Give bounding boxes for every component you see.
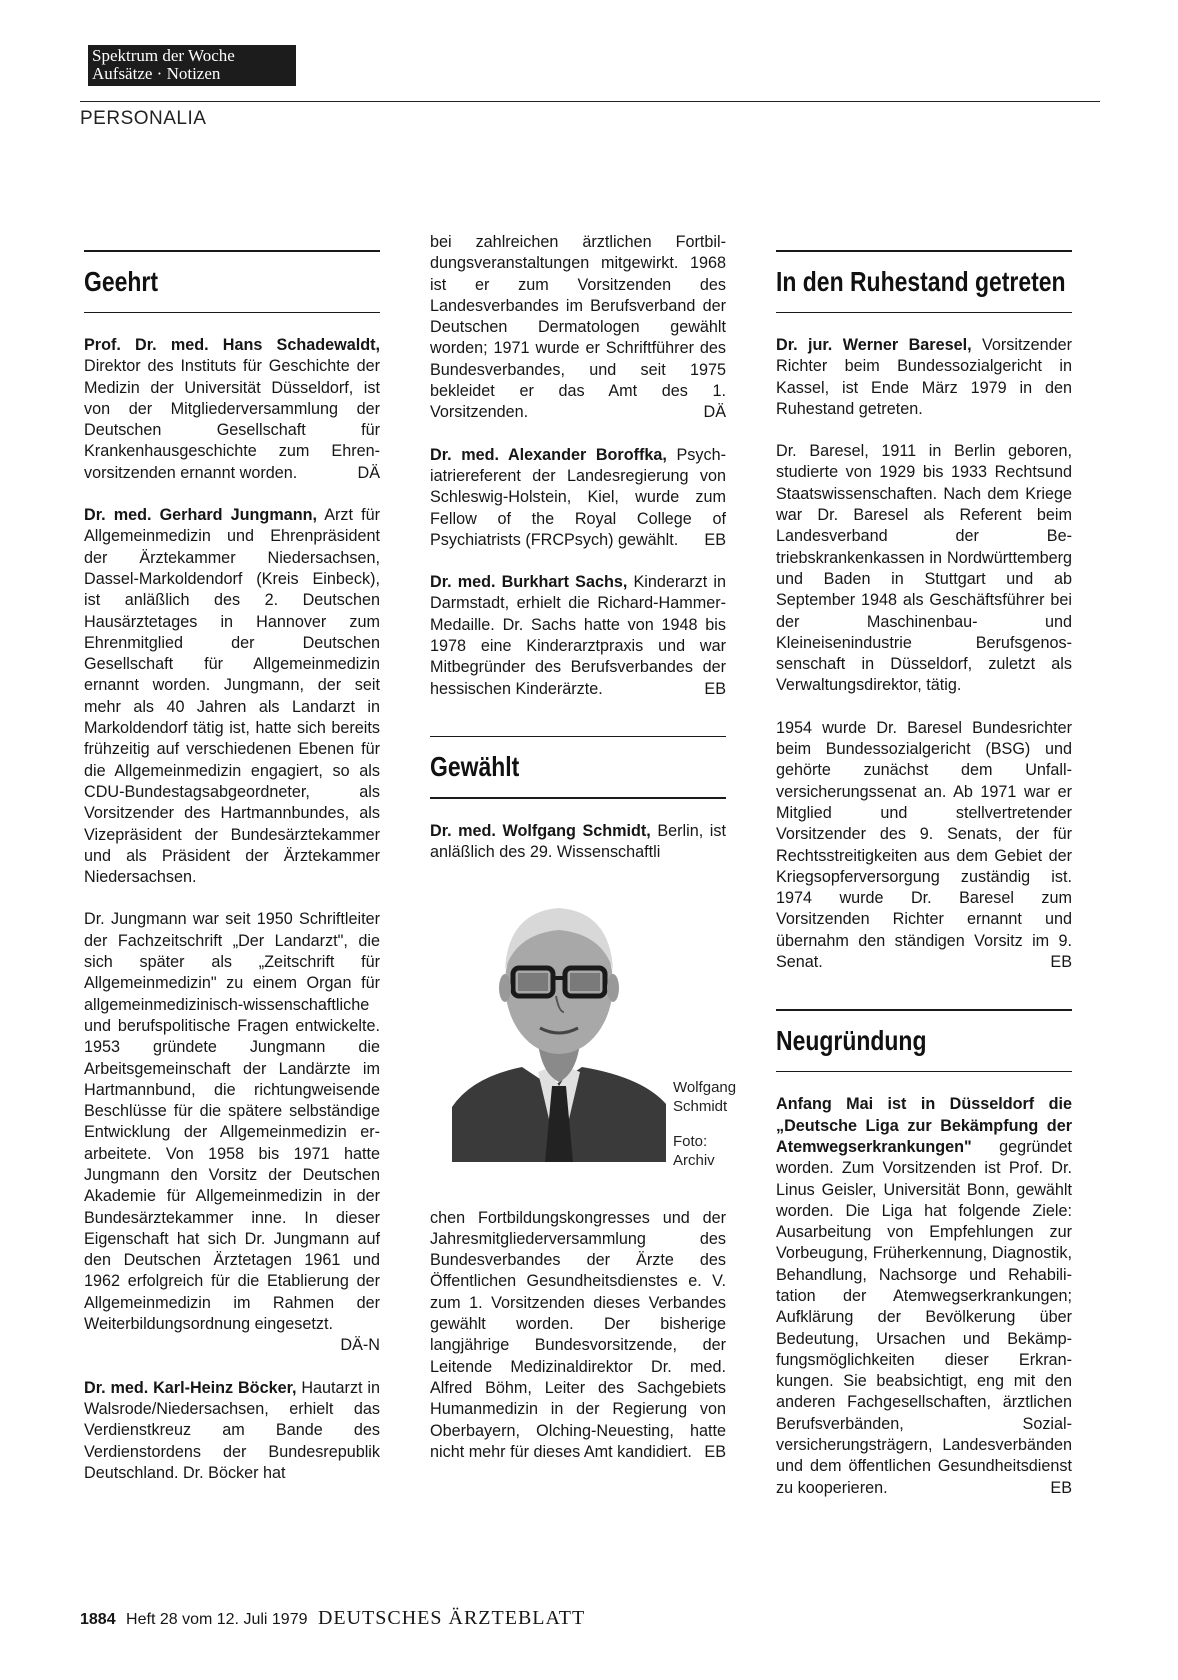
- entry-name: Dr. med. Karl-Heinz Böcker,: [84, 1378, 297, 1397]
- entry-name: Anfang Mai ist in Düsseldorf die „Deutsche Liga zur Bekämpfung der Atemwegserkrankungen": [776, 1095, 1072, 1156]
- entry-name: Prof. Dr. med. Hans Schadewaldt,: [84, 336, 380, 354]
- entry-signature: DÄ-N: [340, 1336, 380, 1355]
- journal-name: DEUTSCHES ÄRZTEBLATT: [317, 1607, 586, 1629]
- page-number: 1884: [80, 1611, 116, 1628]
- entry-text: Psychiatriereferent der Landesregierung von Schleswig-Holstein, Kiel, wurde zum Fellow of the Royal College of Psychiatrists (FRCPsych) gewählt.: [430, 445, 726, 549]
- entry-baresel-biography: [776, 441, 1072, 697]
- caption-name-line-2: Schmidt: [673, 1097, 728, 1115]
- entry-baresel-career: [776, 718, 1072, 974]
- masthead: [88, 45, 296, 86]
- entry-boecker-continued: [430, 232, 726, 424]
- entry-text: Hautarzt in Walsrode/Niedersachsen, erhielt das Verdienstkreuz am Bande des Verdienstordens der Bundesrepublik Deutschland. Dr. Böcker hat: [84, 1378, 380, 1482]
- entry-jungmann-continued: [84, 909, 380, 1356]
- entry-schadewaldt: [84, 335, 380, 484]
- entry-schmidt: [430, 821, 726, 864]
- page-footer: [80, 1607, 585, 1630]
- entry-signature: EB: [1050, 1478, 1072, 1497]
- entry-text: Arzt für Allgemeinmedizin und Ehrenpräsident der Ärztekammer Niedersachsen, Dassel-Markoldendorf (Kreis Einbeck), ist anläßlich des 2. Deutschen Hausärztetages in Hannover zum Ehrenmitglied der Deutschen Gesellschaft für Allgemeinmedizin ernannt worden. Jungmann, der seit mehr als 40 Jahren als Landarzt in Markoldendorf tätig ist, hatte sich bereits frühzeitig auf verschiedenen Ebenen für die Allgemeinmedizin engagiert, so als CDU-Bundestagsabgeordneter, als Vorsitzender des Hartmannbundes, als Vizepräsident der Bundesärztekammer und als Präsident der Ärztekammer Niedersachsen.: [84, 506, 380, 887]
- heading-ruhestand-block: [776, 250, 1072, 313]
- entry-text: Direktor des Instituts für Geschichte der Medizin der Universität Düsseldorf, ist von der Mitgliederversammlung der Deutschen Gesellschaft für Krankenhausgeschichte zum Ehrenvorsitzenden ernannt worden.: [84, 357, 380, 482]
- entry-name: Dr. med. Wolfgang Schmidt,: [430, 821, 651, 840]
- column-1: [84, 250, 380, 1505]
- entry-text: gegründet worden. Zum Vorsitzenden ist Prof. Dr. Linus Geisler, Universität Bonn, gewählt worden. Die Liga hat folgende Ziele: Ausarbeitung von Empfehlungen zur Vorbeugung, Früherkennung, Diagnostik, Behandlung, Nachsorge und Rehabilitation der Atemwegserkrankungen; Aufklärung der Bevölkerung über Bedeutung, Ursachen und Bekämpfungsmöglichkeiten dieser Erkrankungen. Sie beabsichtigt, eng mit den anderen Fachgesellschaften, ärztlichen Berufsverbänden, Sozialversicherungsträgern, Landesverbänden und dem öffentlichen Gesundheitsdienst zu kooperieren.: [776, 1137, 1072, 1497]
- caption-credit-line-2: Archiv: [673, 1151, 715, 1169]
- photo-caption: [673, 1078, 736, 1170]
- heading-rule-bottom: [776, 312, 1072, 314]
- entry-text: Kinderarzt in Darmstadt, erhielt die Richard-Hammer-Medaille. Dr. Sachs hatte von 1948 bis 1978 eine Kinderarztpraxis und war Mitbegründer des Berufsverbandes der hessischen Kinderärzte.: [430, 573, 726, 698]
- entry-text: Vorsitzender Richter beim Bundessozialgericht in Kassel, ist Ende März 1979 in den Ruhestand getreten.: [776, 336, 1072, 418]
- section-label: PERSONALIA: [80, 108, 207, 129]
- entry-signature: EB: [704, 530, 726, 549]
- entry-signature: EB: [704, 1442, 726, 1461]
- portrait-photo: [452, 872, 666, 1162]
- entry-sachs: [430, 572, 726, 700]
- heading-geehrt: Geehrt: [84, 265, 159, 297]
- entry-boroffka: [430, 445, 726, 551]
- photo-figure: [430, 872, 737, 1194]
- entry-baresel: [776, 335, 1072, 420]
- entry-boecker: [84, 1378, 380, 1484]
- heading-neugruendung: Neugründung: [776, 1024, 927, 1056]
- entry-liga: [776, 1094, 1072, 1499]
- issue-info: Heft 28 vom 12. Juli 1979: [126, 1611, 308, 1628]
- heading-neugruendung-block: [776, 1009, 1072, 1072]
- column-2: [430, 232, 737, 1484]
- entry-signature: EB: [1050, 953, 1072, 972]
- entry-jungmann: [84, 505, 380, 888]
- entry-name: Dr. med. Burkhart Sachs,: [430, 573, 628, 592]
- heading-rule-bottom: [776, 1071, 1072, 1073]
- masthead-line-1: Spektrum der Woche: [92, 46, 235, 65]
- heading-rule-bottom: [84, 312, 380, 314]
- heading-gewaehlt: Gewählt: [430, 751, 520, 783]
- heading-ruhestand: In den Ruhestand getreten: [776, 265, 1066, 297]
- entry-text: bei zahlreichen ärztlichen Fortbildungsveranstaltungen mitgewirkt. 1968 ist er zum Vorsitzenden des Landesverbandes im Berufsverband der Deutschen Dermatologen gewählt worden; 1971 wurde er Schriftführer des Bundesverbandes, und seit 1975 bekleidet er das Amt des 1. Vorsitzenden.: [430, 233, 726, 422]
- caption-name-line-1: Wolfgang: [673, 1078, 737, 1096]
- entry-signature: EB: [704, 679, 726, 698]
- heading-rule-bottom: [430, 797, 726, 799]
- heading-geehrt-block: [84, 250, 380, 313]
- entry-signature: DÄ: [703, 403, 726, 422]
- entry-name: Dr. med. Alexander Boroffka,: [430, 445, 667, 464]
- caption-credit-line-1: Foto:: [673, 1132, 708, 1150]
- entry-text: Dr. Jungmann war seit 1950 Schriftleiter der Fachzeitschrift „Der Landarzt", die sich später als „Zeitschrift für Allgemeinmedizin" zu einem Organ für allgemeinmedizinisch-wissenschaftliche und berufspolitische Fragen entwickelte. 1953 gründete Jungmann die Arbeitsgemeinschaft der Landärzte im Hartmannbund, die richtungweisende Beschlüsse für die spätere selbständige Entwicklung der Allgemeinmedizin erarbeitete. Von 1958 bis 1971 hatte Jungmann den Vorsitz der Deutschen Akademie für Allgemeinmedizin in der Bundesärztekammer inne. In dieser Eigenschaft hat sich Dr. Jungmann auf den Deutschen Ärztetagen 1961 und 1962 erfolgreich für die Etablierung der Allgemeinmedizin im Rahmen der Weiterbildungsordnung eingesetzt.: [84, 910, 380, 1334]
- masthead-line-2: Aufsätze · Notizen: [92, 64, 221, 83]
- entry-schmidt-continued: [430, 1208, 726, 1464]
- entry-text: Berlin, ist anläßlich des 29. Wissenschaftli: [430, 821, 726, 862]
- entry-name: Dr. med. Gerhard Jungmann,: [84, 506, 317, 525]
- top-rule: [80, 101, 1100, 102]
- entry-text: chen Fortbildungskongresses und der Jahresmitgliederversammlung des Bundesverbandes der Ärzte des Öffentlichen Gesundheitsdienstes e. V. zum 1. Vorsitzenden dieses Verbandes gewählt worden. Der bisherige langjährige Bundesvorsitzende, der Leitende Medizinaldirektor Dr. med. Alfred Böhm, Leiter des Sachgebiets Humanmedizin in der Regierung von Oberbayern, Olching-Neuesting, hatte nicht mehr für dieses Amt kandidiert.: [430, 1208, 726, 1461]
- entry-signature: DÄ: [357, 463, 380, 482]
- entry-text: Dr. Baresel, 1911 in Berlin geboren, studierte von 1929 bis 1933 Rechtsund Staatswissenschaften. Nach dem Kriege war Dr. Baresel als Referent beim Landesverband der Betriebskrankenkassen in Nordwürttemberg und Baden in Stuttgart und ab September 1948 als Geschäftsführer bei der Maschinenbau- und Kleineisenindustrie Berufsgenossenschaft in Düsseldorf, zuletzt als Verwaltungsdirektor, tätig.: [776, 442, 1072, 695]
- heading-gewaehlt-block: [430, 736, 726, 799]
- column-3: [776, 250, 1072, 1520]
- entry-text: 1954 wurde Dr. Baresel Bundesrichter beim Bundessozialgericht (BSG) und gehörte zunächst dem Unfallversicherungssenat an. Ab 1971 war er Mitglied und stellvertretender Vorsitzender des 9. Senats, der für Rechtsstreitigkeiten aus dem Gebiet der Kriegsopferversorgung zuständig ist. 1974 wurde Dr. Baresel zum Vorsitzenden Richter ernannt und übernahm den ständigen Vorsitz im 9. Senat.: [776, 718, 1072, 972]
- entry-name: Dr. jur. Werner Baresel,: [776, 336, 972, 354]
